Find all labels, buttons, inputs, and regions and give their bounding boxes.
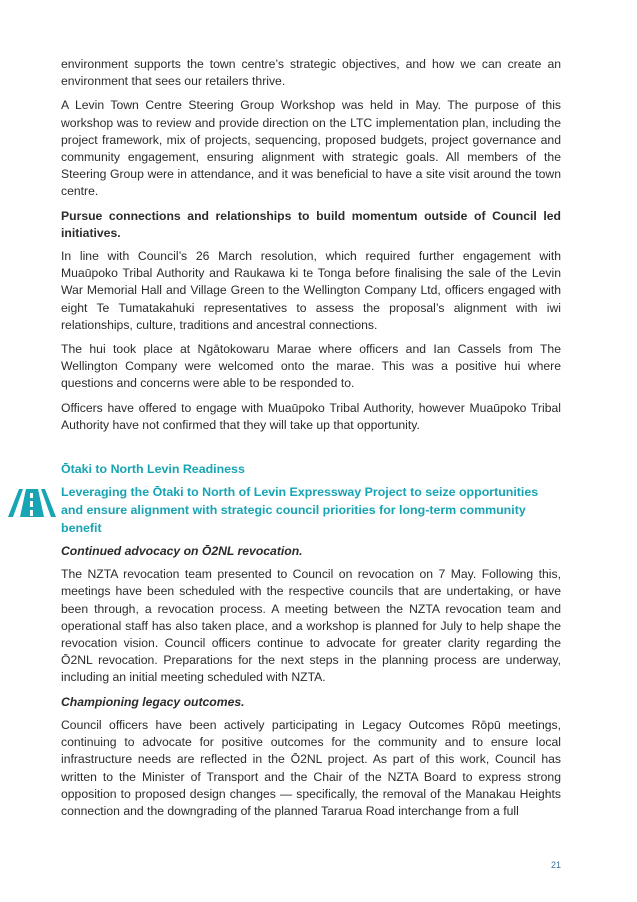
section-subtitle: Leveraging the Ōtaki to North of Levin Expressway Project to seize opportunities and ensure alignment with strategic council priorities for long-term community benefit xyxy=(61,485,539,536)
paragraph-hui: The hui took place at Ngātokowaru Marae where officers and Ian Cassels from The Wellington Company were welcomed onto the marae. This was a positive hui where questions and concerns were able to be responded to. xyxy=(61,342,561,391)
heading-advocacy: Continued advocacy on Ō2NL revocation. xyxy=(61,544,303,559)
paragraph-environment: environment supports the town centre’s strategic objectives, and how we can create an environment that sees our retailers thrive. xyxy=(61,57,561,89)
document-body xyxy=(61,56,561,827)
heading-legacy: Championing legacy outcomes. xyxy=(61,694,245,709)
paragraph-muaupoko: Officers have offered to engage with Muaūpoko Tribal Authority, however Muaūpoko Tribal Authority have not confirmed that they will take up that opportunity. xyxy=(61,400,561,432)
heading-pursue-connections: Pursue connections and relationships to build momentum outside of Council led initiatives. xyxy=(61,208,561,240)
paragraph-council-resolution: In line with Council’s 26 March resolution, which required further engagement with Muaūpoko Tribal Authority and Raukawa ki te Tonga before finalising the sale of the Levin War Memorial Hall and Village Green to the Wellington Company Ltd, officers engaged with eight Te Tumatakahuki representatives to assess the proposal’s alignment with iwi relationships, culture, traditions and ancestral connections. xyxy=(61,249,561,332)
page-number: 21 xyxy=(551,860,562,870)
paragraph-advocacy: The NZTA revocation team presented to Council on revocation on 7 May. Following this, meetings have been scheduled with the respective councils that are undertaking, or have been through, a revocation process. A meeting between the NZTA revocation team and operational staff has also taken place, and a workshop is planned for July to help shape the revocation vision. Council officers continue to advocate for greater clarity regarding the Ō2NL revocation. Preparations for the next steps in the planning process are underway, including an initial meeting scheduled with NZTA. xyxy=(61,567,561,685)
paragraph-legacy: Council officers have been actively participating in Legacy Outcomes Rōpū meetings, continuing to advocate for positive outcomes for the community and to ensure local infrastructure needs are reflected in the Ō2NL project. As part of this work, Council has written to the Minister of Transport and the Chair of the NZTA Board to express strong opposition to proposed design changes — specifically, the removal of the Manakau Heights connection and the downgrading of the planned Tararua Road interchange from a full xyxy=(61,717,561,818)
paragraph-steering-group: A Levin Town Centre Steering Group Workshop was held in May. The purpose of this workshop was to review and provide direction on the LTC implementation plan, including the project framework, mix of projects, sequencing, proposed budgets, project governance and community engagement, ensuring alignment with strategic goals. All members of the Steering Group were in attendance, and it was beneficial to have a site visit around the town centre. xyxy=(61,98,561,199)
section-title: Ōtaki to North Levin Readiness xyxy=(61,462,245,477)
road-icon xyxy=(0,488,58,518)
